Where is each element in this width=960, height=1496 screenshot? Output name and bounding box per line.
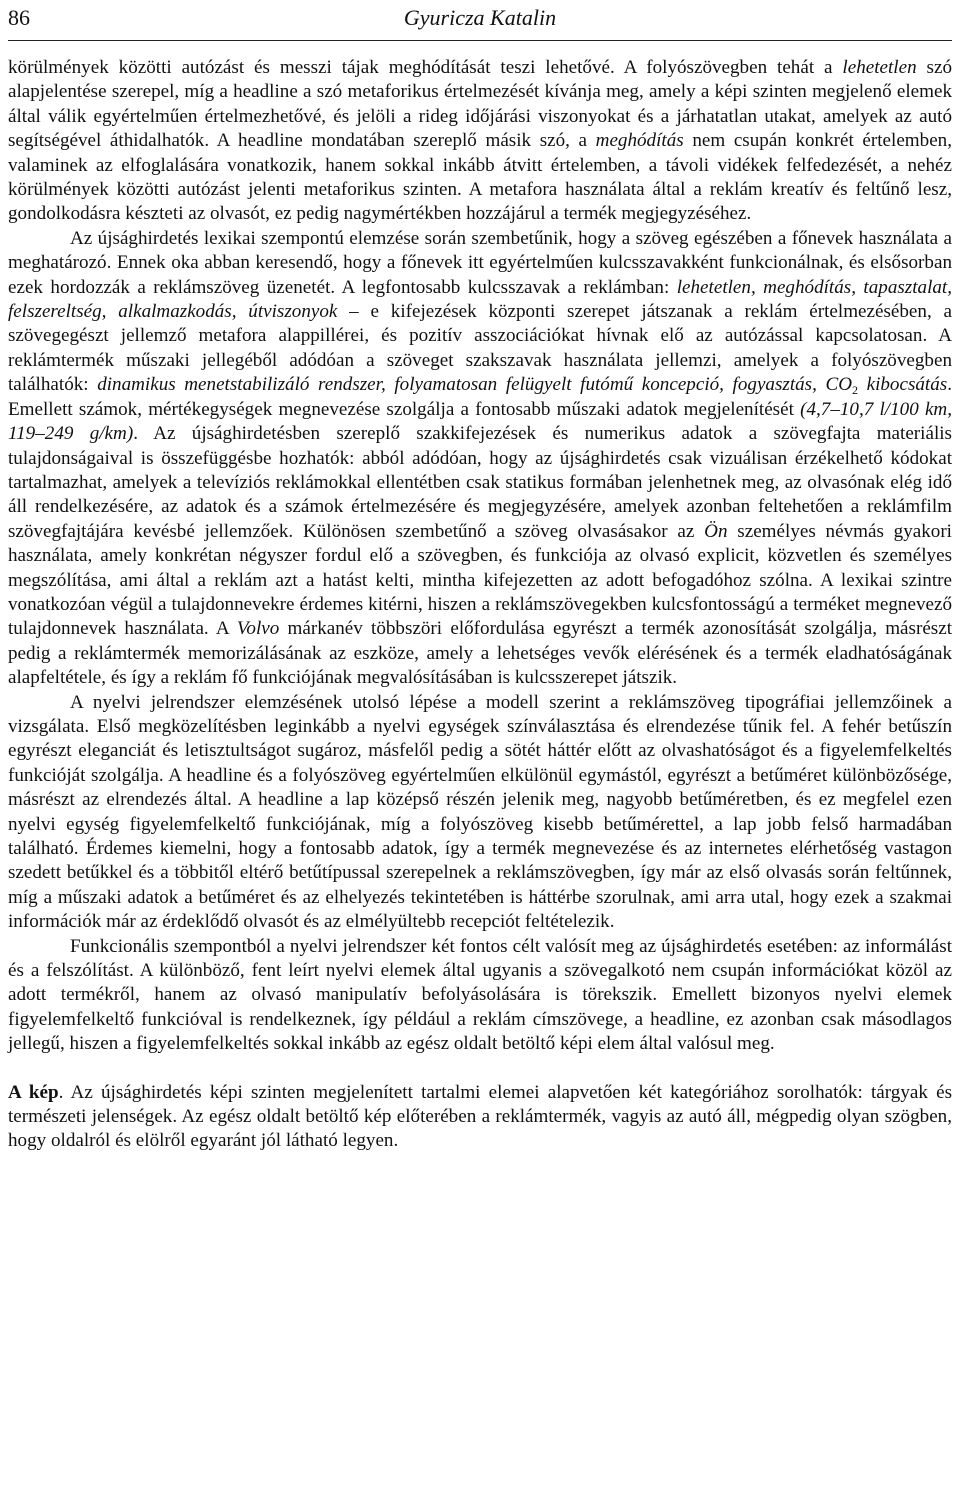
italic-term: meghódítás xyxy=(595,130,684,152)
subscript: 2 xyxy=(852,383,858,398)
text: márkanév többszöri előfordulása egyrészt a termék azonosítását szolgálja, másrészt pedig a reklámtermék memorizálásának az eszköze, amely a lehetséges vevők elérésének és a termék eladhatóságának alapfeltétele, és így a reklám fő funkciójának megvalósításában is kulcsszerepet játszik. xyxy=(8,618,953,689)
text: – e kifejezések központi szerepet játszanak a reklám értelmezésében, a szövegegészt jellemző metafora alappillérei, és pozitív asszociációkat hívnak elő az autózással kapcsolatosan. A reklámtermék műszaki jellegéből adódóan a szöveget szakszavak használata jellemzi, amelyek a folyószövegben találhatók: xyxy=(8,301,952,396)
spacer xyxy=(8,1057,952,1081)
italic-term: lehetetlen xyxy=(842,57,917,78)
page-number: 86 xyxy=(8,5,30,30)
text: . Az újsághirdetés képi szinten megjelenített tartalmi elemei alapvetően két kategóriához sorolhatók: tárgyak és természeti jelenségek. Az egész oldalt betöltő kép előterében a reklámtermék, vagyis az autó áll, mégpedig olyan szögben, hogy oldalról és elölről egyaránt jól látható legyen. xyxy=(8,1081,952,1152)
italic-term: (4,7–10,7 l/100 km, 119–249 g/km) xyxy=(8,398,952,445)
text: Az újsághirdetés lexikai szempontú elemzése során szembetűnik, hogy a szöveg egészében a főnevek használata a meghatározó. Ennek oka abban keresendő, hogy a főnevek itt egyértelműen kulcsszavakként funkcionálnak, és elsősorban ezek hordozzák a reklámszöveg üzenetét. A legfontosabb kulcsszavak a reklámban: xyxy=(8,227,952,298)
text: személyes névmás gyakori használata, amely konkrétan négyszer fordul elő a szövegben, és funkciója az olvasó explicit, közvetlen és személyes megszólítása, ami által a reklám azt a hatást kelti, mintha kifejezetten az adott befogadóhoz szólna. A lexikai szintre vonatkozóan végül a tulajdonnevekre érdemes kitérni, hiszen a reklámszövegekben kulcsfontosságú a terméket megnevező tulajdonnevek használata. A xyxy=(8,520,952,640)
text: Funkcionális szempontból a nyelvi jelrendszer két fontos célt valósít meg az újsághirdetés esetében: az informálást és a felszólítást. A különböző, fent leírt nyelvi elemek által ugyanis a szövegalkotó nem csupán információkat közöl az adott termékről, hanem az olvasó manipulatív befolyásolására is törekszik. Emellett bizonyos nyelvi elemek figyelemfelkeltő funkcióval is rendelkeznek, így például a reklám címszövege, a headline, ez azonban csak másodlagos jellegű, hiszen a figyelemfelkeltés sokkal inkább az egész oldalt betöltő képi elem által valósul meg. xyxy=(8,935,952,1055)
text: körülmények közötti autózást és messzi tájak meghódítását teszi lehetővé. A folyószövegben tehát a xyxy=(8,57,843,78)
text: . Az újsághirdetésben szereplő szakkifejezések és numerikus adatok a szövegfajta materiális tulajdonságaival is összefüggésbe hozhatók: abból adódóan, hogy az újsághirdetés csak vizuálisan érzékelhető kódokat tartalmazhat, amelyek a televíziós reklámokkal ellentétben csak statikus formában jelenhetnek meg, az olvasónak elég idő áll rendelkezésére, az adatok és a számok értelmezésére és megjegyzésére, amelyek azonban feltehetően a reklámfilm szövegfajtájára kevésbé jellemzőek. Különösen szembetűnő a szöveg olvasásakor az xyxy=(8,423,952,542)
section-label: A kép xyxy=(8,1081,59,1103)
text: . Emellett számok, mértékegységek megnevezése szolgálja a fontosabb műszaki adatok megjelenítését xyxy=(8,374,952,420)
body-text xyxy=(8,56,952,1154)
italic-term: kibocsátás xyxy=(858,374,948,396)
paragraph-1 xyxy=(8,56,952,227)
paragraph-2 xyxy=(8,227,952,691)
paragraph-3 xyxy=(8,691,952,935)
running-head: Gyuricza Katalin xyxy=(403,5,557,30)
italic-term: Ön xyxy=(704,520,728,542)
italic-term: lehetetlen, meghódítás, tapasztalat, felszereltség, alkalmazkodás, útviszonyok xyxy=(8,276,953,323)
text: nem csupán konkrét értelemben, valaminek az elfoglalására vonatkozik, hanem sokkal inkább átvitt értelemben, a távoli vidékek felfedezését, a nehéz körülmények közötti autózást jelenti metaforikus szinten. A metafora használata által a reklám kreatív és feltűnő lesz, gondolkodásra készteti az olvasót, ez pedig nagymértékben hozzájárul a termék megjegyzéséhez. xyxy=(8,130,952,225)
paragraph-5 xyxy=(8,1081,952,1154)
text: szó alapjelentése szerepel, míg a headline a szó metaforikus értelmezését kívánja meg, amely a képi szinten megjelenő elemek által válik egyértelműen értelmezhetővé, és jelöli a rideg időjárási viszonyokat és a járhatatlan utakat, amelyek az autó segítségével áthidalhatók. A headline mondatában szereplő másik szó, a xyxy=(8,57,952,152)
paragraph-4 xyxy=(8,935,952,1057)
text: A nyelvi jelrendszer elemzésének utolsó lépése a modell szerint a reklámszöveg tipográfiai jellemzőinek a vizsgálata. Első megközelítésben leginkább a nyelvi egységek színválasztása és elrendezése tűnik fel. A fehér betűszín egyrészt eleganciát és letisztultságot sugároz, másfelől pedig a sötét háttér előtt az olvashatóságot és a figyelemfelkeltés funkcióját szolgálja. A headline és a folyószöveg egyértelműen elkülönül egymástól, egyrészt a betűméret különbözősége, másrészt az elrendezés által. A headline a lap középső részén jelenik meg, nagyobb betűméretben, és ez megfelel ezen nyelvi egység figyelemfelkeltő funkciójának, míg a folyószöveg kisebb betűmérettel, a lap jobb felső harmadában található. Érdemes kiemelni, hogy a fontosabb adatok, így a termék megnevezése és az internetes elérhetőség vastagon szedett betűkkel és a többitől eltérő betűtípussal szerepelnek a reklámszövegben, így már az első olvasás során feltűnnek, míg a műszaki adatok a betűméret és az elhelyezés tekintetében is háttérbe szorulnak, ami arra utal, hogy ezek a szakmai információk már az érdeklődő olvasót és az elmélyültebb recepciót feltételezik. xyxy=(8,691,952,933)
page-header xyxy=(8,0,952,41)
italic-term: dinamikus menetstabilizáló rendszer, folyamatosan felügyelt futómű koncepció, fogyasztás, CO xyxy=(97,374,852,396)
italic-term: Volvo xyxy=(236,618,280,640)
